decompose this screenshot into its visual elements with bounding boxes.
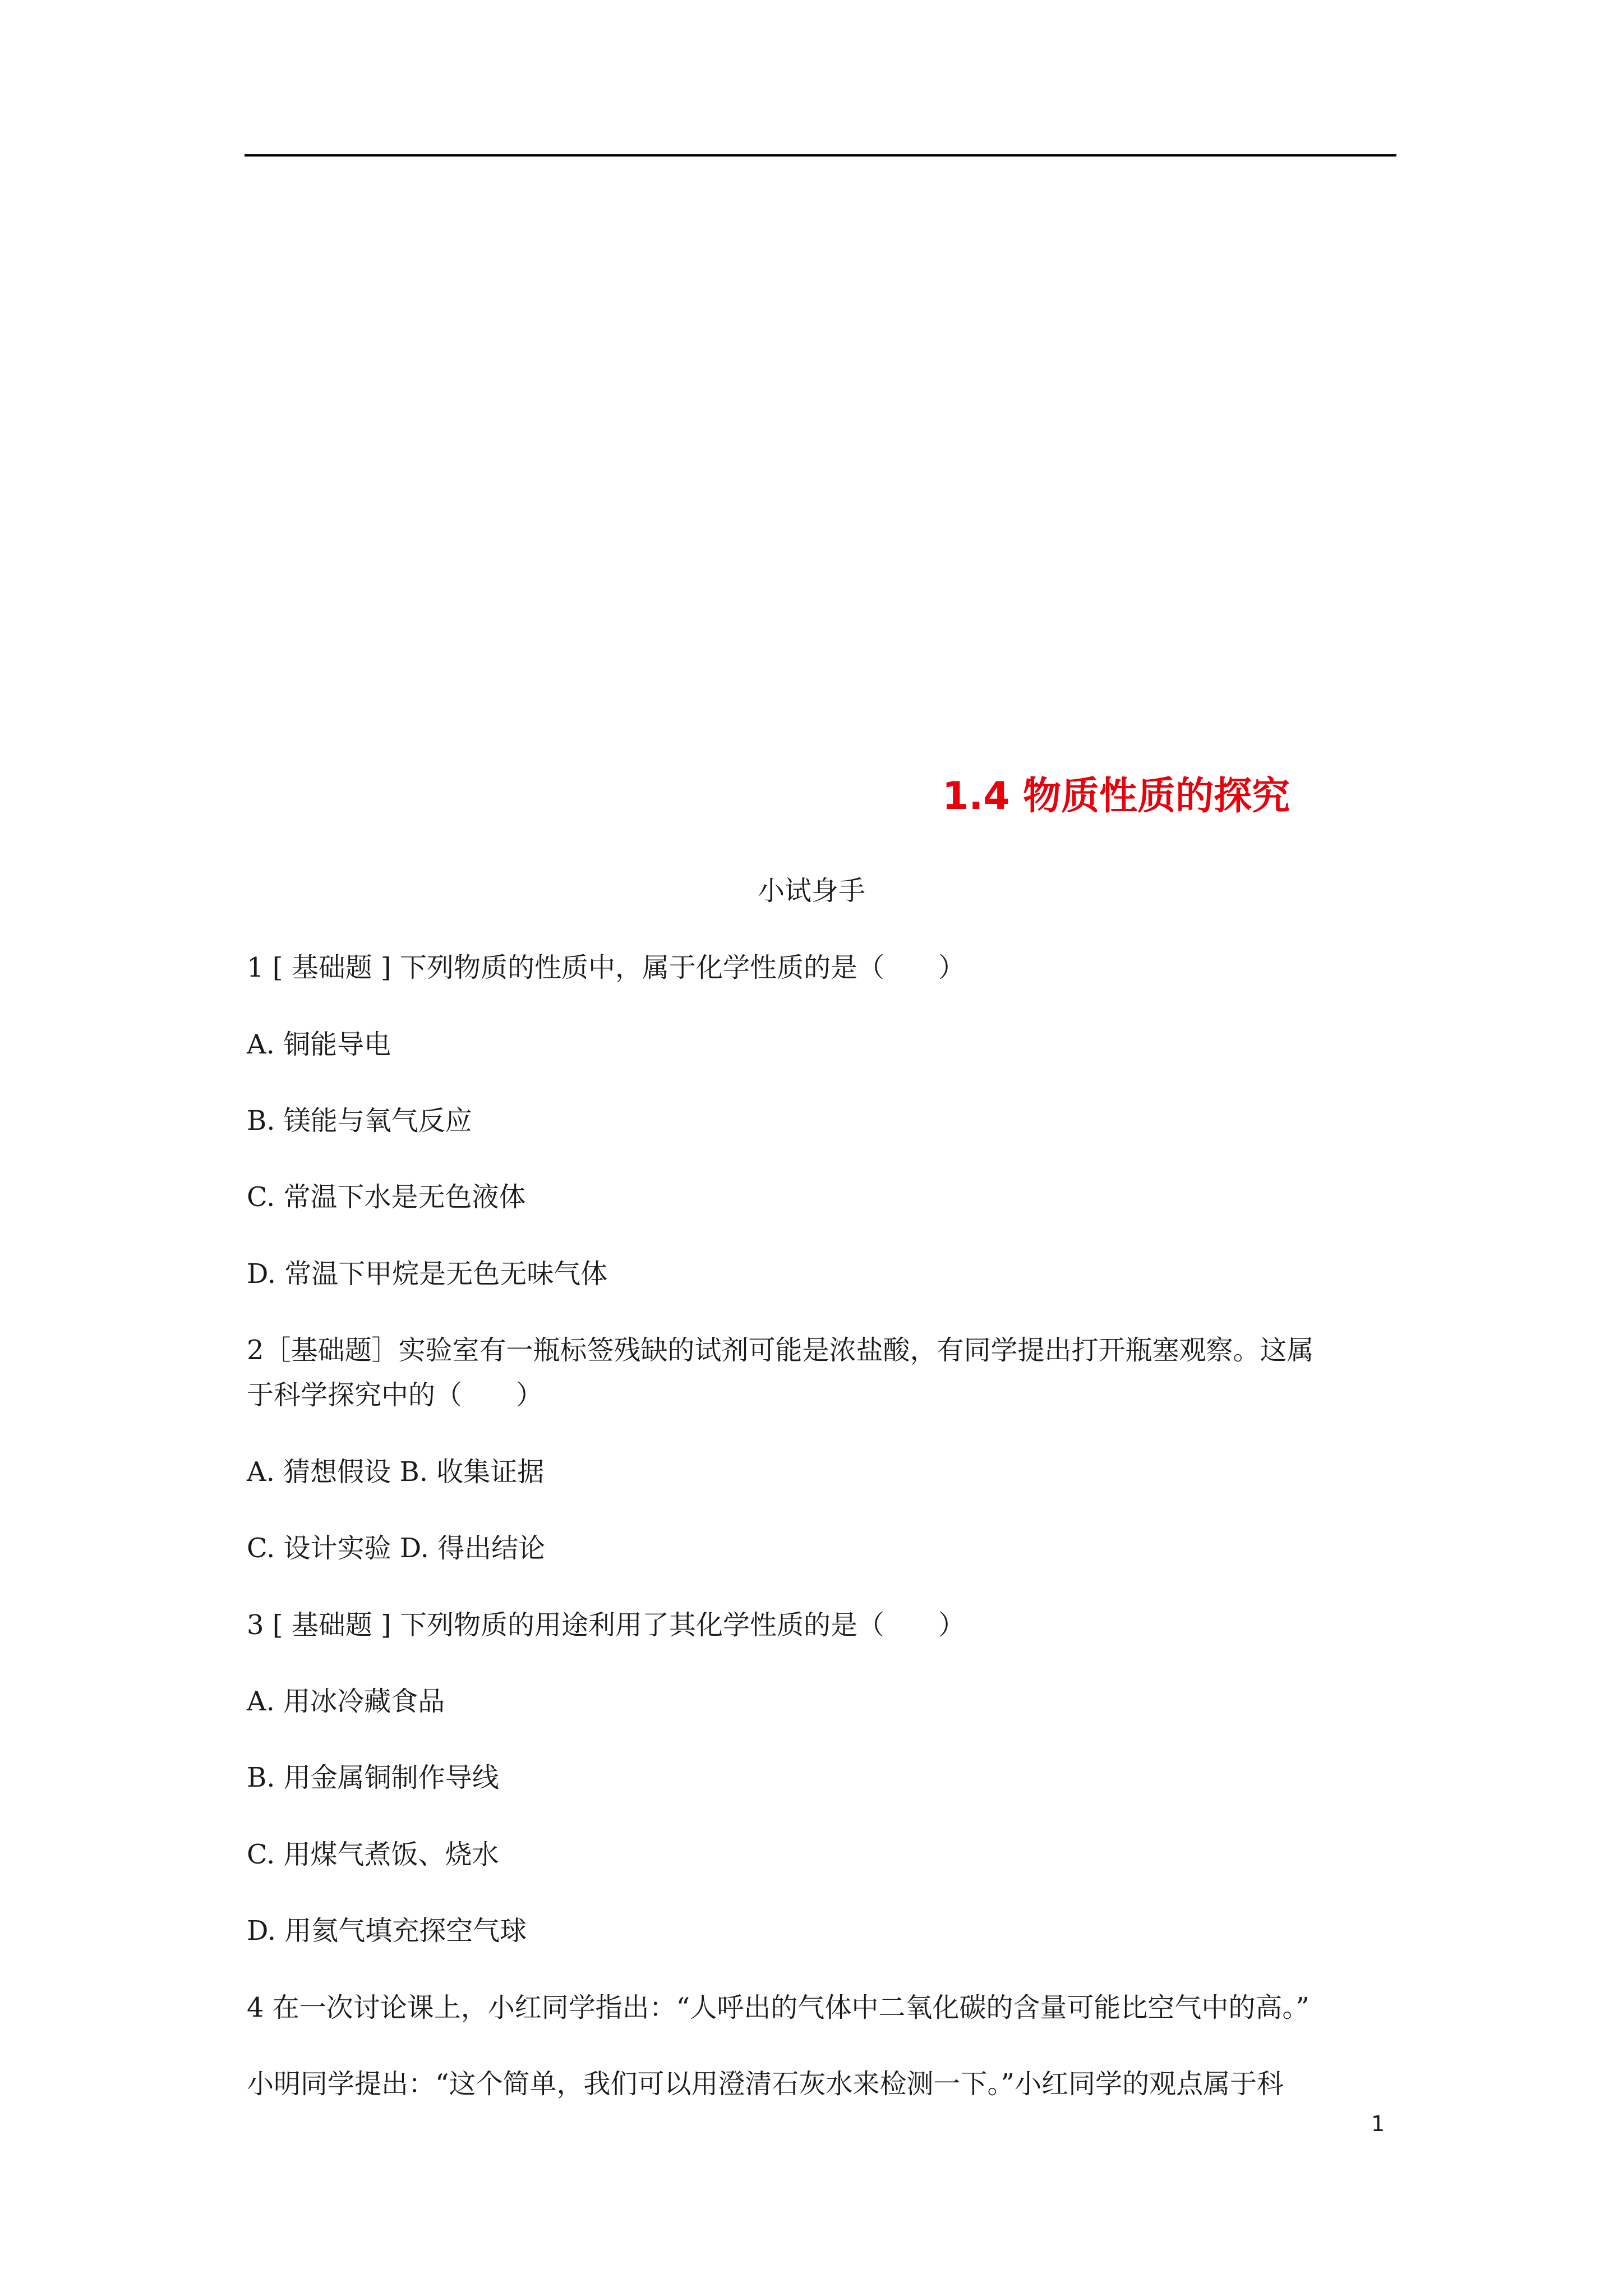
page-title: 1.4 物质性质的探究 [942,774,1290,818]
section-heading: 小试身手 [757,875,865,907]
question-4-stem-line-1: 4 在一次讨论课上，小红同学指出：“人呼出的气体中二氧化碳的含量可能比空气中的高。” [247,1992,1310,2023]
question-3-option-d: D. 用氦气填充探空气球 [247,1915,527,1947]
question-1-option-a: A. 铜能导电 [247,1029,391,1060]
question-3-option-c: C. 用煤气煮饭、烧水 [247,1839,499,1870]
page-number: 1 [1371,2111,1385,2136]
question-4-stem-line-2: 小明同学提出：“这个简单，我们可以用澄清石灰水来检测一下。”小红同学的观点属于科 [247,2068,1284,2100]
question-3-option-a: A. 用冰冷藏食品 [247,1686,445,1717]
question-2-stem-line-1: 2［基础题］实验室有一瓶标签残缺的试剂可能是浓盐酸，有同学提出打开瓶塞观察。这属 [247,1335,1314,1366]
question-1-option-b: B. 镁能与氧气反应 [247,1105,472,1137]
question-2-stem-line-2: 于科学探究中的（ ） [247,1379,543,1411]
question-3-option-b: B. 用金属铜制作导线 [247,1762,499,1793]
header-rule [245,154,1396,157]
question-1-option-c: C. 常温下水是无色液体 [247,1181,526,1213]
question-2-options-ab: A. 猜想假设 B. 收集证据 [247,1456,545,1488]
question-3-stem: 3 [ 基础题 ] 下列物质的用途利用了其化学性质的是（ ） [247,1609,966,1641]
question-1-option-d: D. 常温下甲烷是无色无味气体 [247,1258,608,1290]
question-1-stem: 1 [ 基础题 ] 下列物质的性质中，属于化学性质的是（ ） [247,952,966,983]
question-2-options-cd: C. 设计实验 D. 得出结论 [247,1533,546,1564]
